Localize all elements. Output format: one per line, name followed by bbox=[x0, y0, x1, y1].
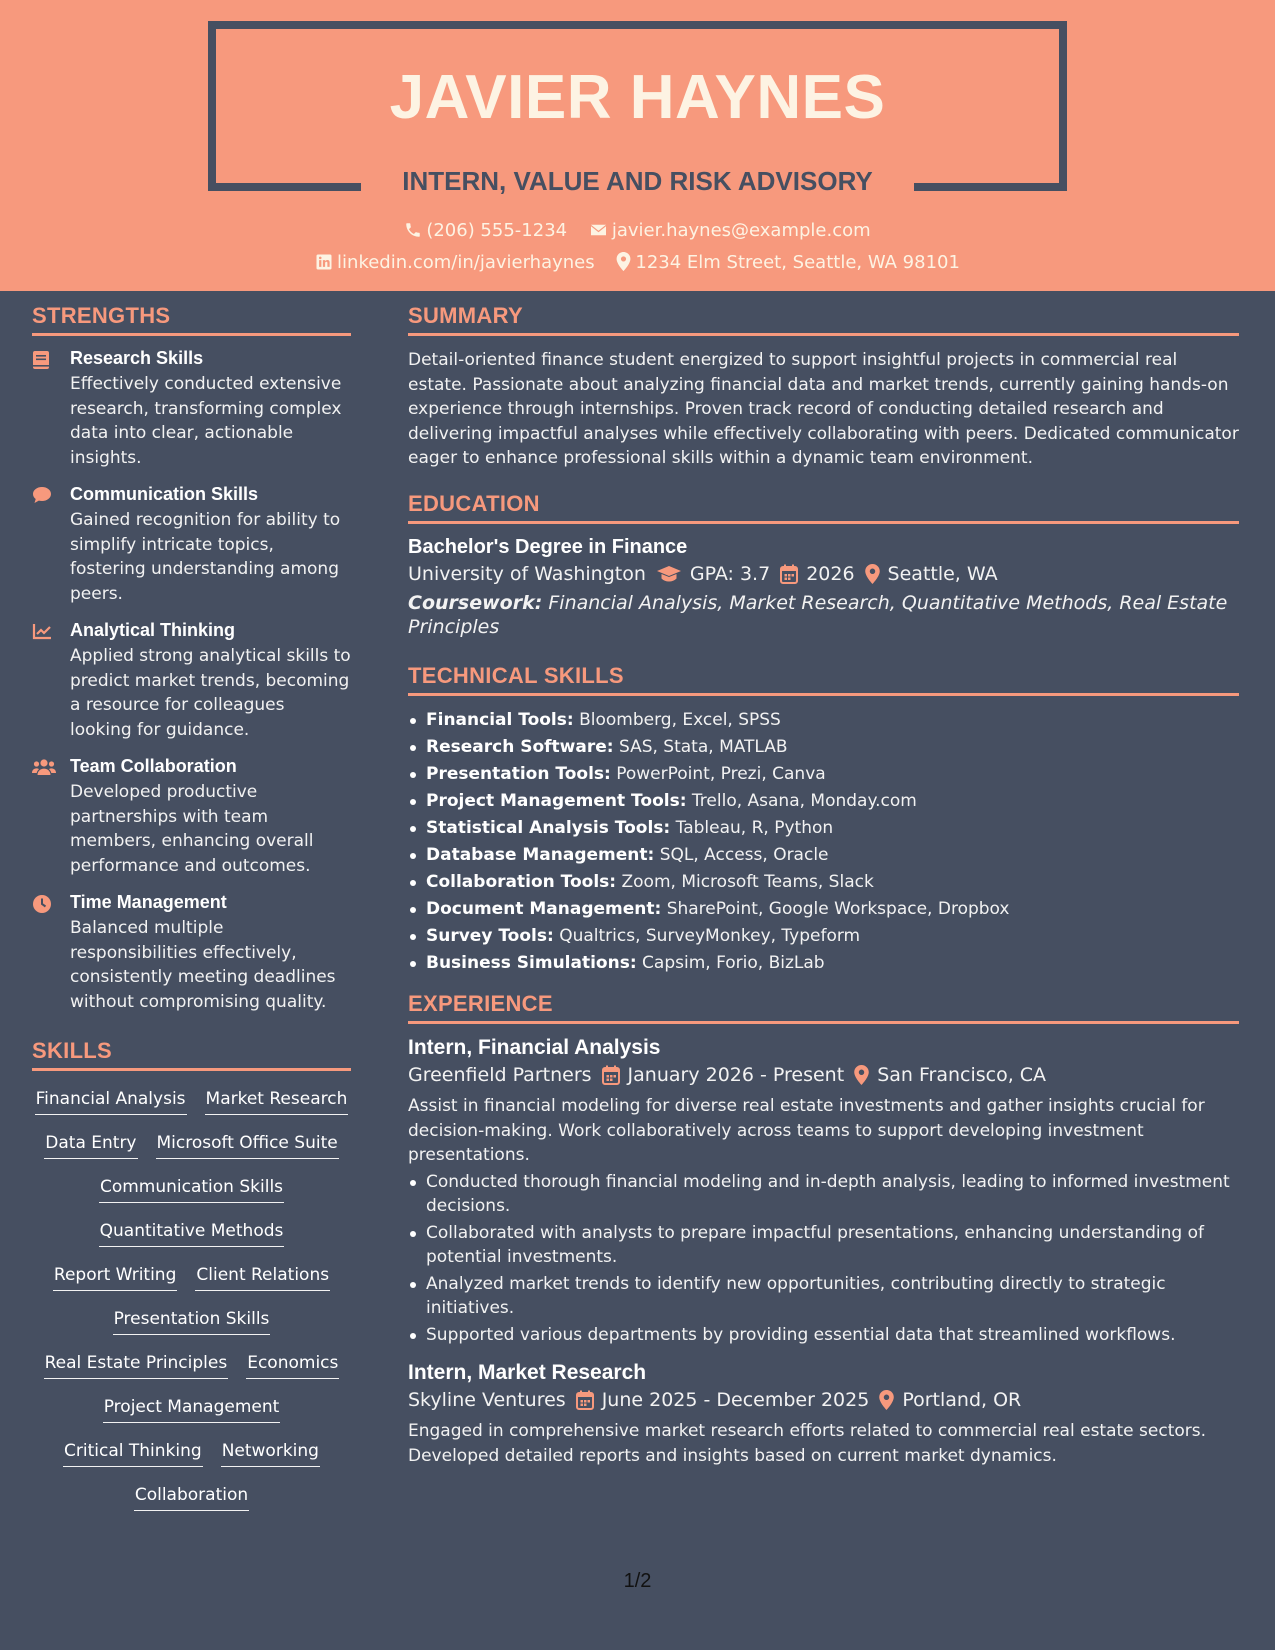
map-pin-icon bbox=[865, 564, 880, 584]
strength-desc: Effectively conducted extensive research, transforming complex data into clear, actionable insights. bbox=[70, 374, 342, 468]
education-location: Seattle, WA bbox=[887, 562, 998, 585]
technical-skills-list bbox=[408, 708, 1239, 976]
map-pin-icon bbox=[616, 252, 631, 271]
skill-tag: Financial Analysis bbox=[35, 1089, 187, 1115]
contact-phone bbox=[404, 220, 567, 241]
education-school: University of Washington bbox=[408, 562, 646, 585]
job-location: Portland, OR bbox=[902, 1389, 1022, 1411]
calendar-icon bbox=[602, 1065, 620, 1085]
candidate-title: INTERN, VALUE AND RISK ADVISORY bbox=[402, 166, 873, 196]
job-description: Engaged in comprehensive market research efforts related to commercial real estate sectors. Developed detailed reports and insights based on current market dynamics. bbox=[408, 1421, 1207, 1466]
list-item bbox=[408, 735, 1239, 760]
users-icon bbox=[32, 758, 56, 776]
strength-title: Time Management bbox=[70, 892, 227, 912]
speech-bubble-icon bbox=[32, 486, 52, 504]
skill-tag: Market Research bbox=[205, 1089, 349, 1115]
chart-line-icon bbox=[32, 622, 52, 640]
right-column bbox=[408, 303, 1239, 1468]
tech-label: Statistical Analysis Tools: bbox=[426, 817, 671, 838]
coursework-text: Financial Analysis, Market Research, Quantitative Methods, Real Estate Principles bbox=[408, 591, 1228, 638]
tech-value: SharePoint, Google Workspace, Dropbox bbox=[666, 898, 1010, 919]
skill-tag: Real Estate Principles bbox=[44, 1353, 229, 1379]
graduation-cap-icon bbox=[656, 565, 682, 583]
list-item bbox=[408, 762, 1239, 787]
job-meta bbox=[408, 1064, 1239, 1086]
strength-item bbox=[32, 756, 351, 878]
education-degree: Bachelor's Degree in Finance bbox=[408, 535, 688, 558]
strength-desc: Gained recognition for ability to simplify intricate topics, fostering understanding among peers. bbox=[70, 510, 341, 604]
skills-heading: SKILLS bbox=[32, 1038, 351, 1071]
contact-row-2 bbox=[0, 252, 1275, 273]
job-location: San Francisco, CA bbox=[877, 1064, 1047, 1086]
strength-desc: Developed productive partnerships with team members, enhancing overall performance and outcomes. bbox=[70, 782, 314, 876]
coursework-label: Coursework: bbox=[408, 591, 543, 614]
summary-heading: SUMMARY bbox=[408, 303, 1239, 336]
education-year: 2026 bbox=[806, 562, 855, 585]
map-pin-icon bbox=[854, 1065, 869, 1085]
strength-title: Team Collaboration bbox=[70, 756, 237, 776]
technical-skills-heading: TECHNICAL SKILLS bbox=[408, 663, 1239, 696]
skill-tag: Networking bbox=[221, 1441, 320, 1467]
strength-title: Analytical Thinking bbox=[70, 620, 236, 640]
skill-tag: Presentation Skills bbox=[113, 1309, 271, 1335]
envelope-icon bbox=[589, 221, 608, 239]
linkedin-icon bbox=[315, 253, 333, 271]
tech-value: SQL, Access, Oracle bbox=[659, 844, 829, 865]
job-dates: June 2025 - December 2025 bbox=[601, 1389, 870, 1411]
experience-heading: EXPERIENCE bbox=[408, 991, 1239, 1024]
skill-tag: Report Writing bbox=[53, 1265, 177, 1291]
job-title: Intern, Financial Analysis bbox=[408, 1036, 661, 1059]
tech-label: Database Management: bbox=[426, 844, 655, 865]
tech-value: Qualtrics, SurveyMonkey, Typeform bbox=[559, 925, 861, 946]
tech-label: Document Management: bbox=[426, 898, 662, 919]
list-item: Supported various departments by providing essential data that streamlined workflows. bbox=[408, 1323, 1239, 1348]
calendar-icon bbox=[576, 1390, 594, 1410]
contact-email bbox=[589, 220, 871, 241]
phone-text: (206) 555-1234 bbox=[426, 220, 568, 241]
tech-label: Financial Tools: bbox=[426, 709, 574, 730]
list-item bbox=[408, 897, 1239, 922]
tech-label: Presentation Tools: bbox=[426, 763, 611, 784]
skill-tag: Data Entry bbox=[44, 1133, 137, 1159]
tech-value: Zoom, Microsoft Teams, Slack bbox=[621, 871, 874, 892]
strength-title: Research Skills bbox=[70, 348, 204, 368]
strength-desc: Applied strong analytical skills to predict market trends, becoming a resource for colleagues looking for guidance. bbox=[70, 646, 351, 740]
skill-tag: Economics bbox=[246, 1353, 339, 1379]
address-text: 1234 Elm Street, Seattle, WA 98101 bbox=[635, 252, 960, 273]
tech-label: Survey Tools: bbox=[426, 925, 554, 946]
list-item bbox=[408, 789, 1239, 814]
phone-icon bbox=[404, 221, 422, 239]
list-item bbox=[408, 816, 1239, 841]
list-item bbox=[408, 708, 1239, 733]
skill-tag: Collaboration bbox=[134, 1485, 249, 1511]
map-pin-icon bbox=[879, 1390, 894, 1410]
skill-tag: Client Relations bbox=[195, 1265, 330, 1291]
tech-value: SAS, Stata, MATLAB bbox=[618, 736, 788, 757]
tech-value: Bloomberg, Excel, SPSS bbox=[579, 709, 781, 730]
tech-label: Project Management Tools: bbox=[426, 790, 687, 811]
job-description: Assist in financial modeling for diverse real estate investments and gather insights crucial for decision-making. Work collaboratively across teams to support developing investment presentations. bbox=[408, 1096, 1205, 1165]
strength-item bbox=[32, 484, 351, 606]
list-item bbox=[408, 924, 1239, 949]
strengths-heading: STRENGTHS bbox=[32, 303, 351, 336]
skill-tag: Quantitative Methods bbox=[99, 1221, 285, 1247]
contact-linkedin bbox=[315, 252, 595, 273]
job-title: Intern, Market Research bbox=[408, 1361, 647, 1384]
clock-icon bbox=[32, 894, 52, 914]
email-text: javier.haynes@example.com bbox=[611, 220, 871, 241]
tech-value: Capsim, Forio, BizLab bbox=[642, 952, 825, 973]
education-gpa: GPA: 3.7 bbox=[689, 562, 771, 585]
skills-list bbox=[32, 1083, 351, 1511]
skill-tag: Project Management bbox=[103, 1397, 281, 1423]
education-meta bbox=[408, 563, 1239, 585]
education-coursework bbox=[408, 591, 1239, 639]
list-item bbox=[408, 951, 1239, 976]
book-icon bbox=[32, 350, 50, 370]
candidate-name: JAVIER HAYNES bbox=[389, 63, 886, 132]
list-item: Collaborated with analysts to prepare impactful presentations, enhancing understanding of potential investments. bbox=[408, 1221, 1239, 1270]
job-bullets bbox=[408, 1170, 1239, 1348]
summary-text: Detail-oriented finance student energized to support insightful projects in commercial real estate. Passionate about analyzing financial data and market trends, currently gaining hands-on experience through internships. Proven track record of conducting detailed research and delivering impactful analyses while effectively collaborating with peers. Dedicated communicator eager to enhance professional skills within a dynamic team environment. bbox=[408, 350, 1239, 468]
education-heading: EDUCATION bbox=[408, 491, 1239, 524]
job-dates: January 2026 - Present bbox=[627, 1064, 845, 1086]
tech-value: Trello, Asana, Monday.com bbox=[691, 790, 917, 811]
calendar-icon bbox=[780, 564, 798, 584]
tech-value: PowerPoint, Prezi, Canva bbox=[616, 763, 826, 784]
page-number: 1/2 bbox=[623, 1570, 652, 1592]
tech-label: Business Simulations: bbox=[426, 952, 637, 973]
list-item bbox=[408, 870, 1239, 895]
tech-value: Tableau, R, Python bbox=[675, 817, 834, 838]
contact-address bbox=[616, 252, 960, 273]
list-item: Analyzed market trends to identify new opportunities, contributing directly to strategic initiatives. bbox=[408, 1272, 1239, 1321]
contact-row-1 bbox=[0, 220, 1275, 241]
left-column bbox=[32, 303, 351, 1511]
strength-item bbox=[32, 892, 351, 1014]
linkedin-text: linkedin.com/in/javierhaynes bbox=[337, 252, 595, 273]
strength-item bbox=[32, 620, 351, 742]
strength-item bbox=[32, 348, 351, 470]
tech-label: Research Software: bbox=[426, 736, 614, 757]
list-item: Conducted thorough financial modeling and in-depth analysis, leading to informed investment decisions. bbox=[408, 1170, 1239, 1219]
job-meta bbox=[408, 1389, 1239, 1411]
skill-tag: Critical Thinking bbox=[63, 1441, 203, 1467]
list-item bbox=[408, 843, 1239, 868]
job-company: Skyline Ventures bbox=[408, 1389, 566, 1411]
job-company: Greenfield Partners bbox=[408, 1064, 592, 1086]
strength-title: Communication Skills bbox=[70, 484, 259, 504]
skill-tag: Communication Skills bbox=[99, 1177, 284, 1203]
skill-tag: Microsoft Office Suite bbox=[156, 1133, 339, 1159]
tech-label: Collaboration Tools: bbox=[426, 871, 617, 892]
strength-desc: Balanced multiple responsibilities effectively, consistently meeting deadlines without compromising quality. bbox=[70, 918, 336, 1012]
